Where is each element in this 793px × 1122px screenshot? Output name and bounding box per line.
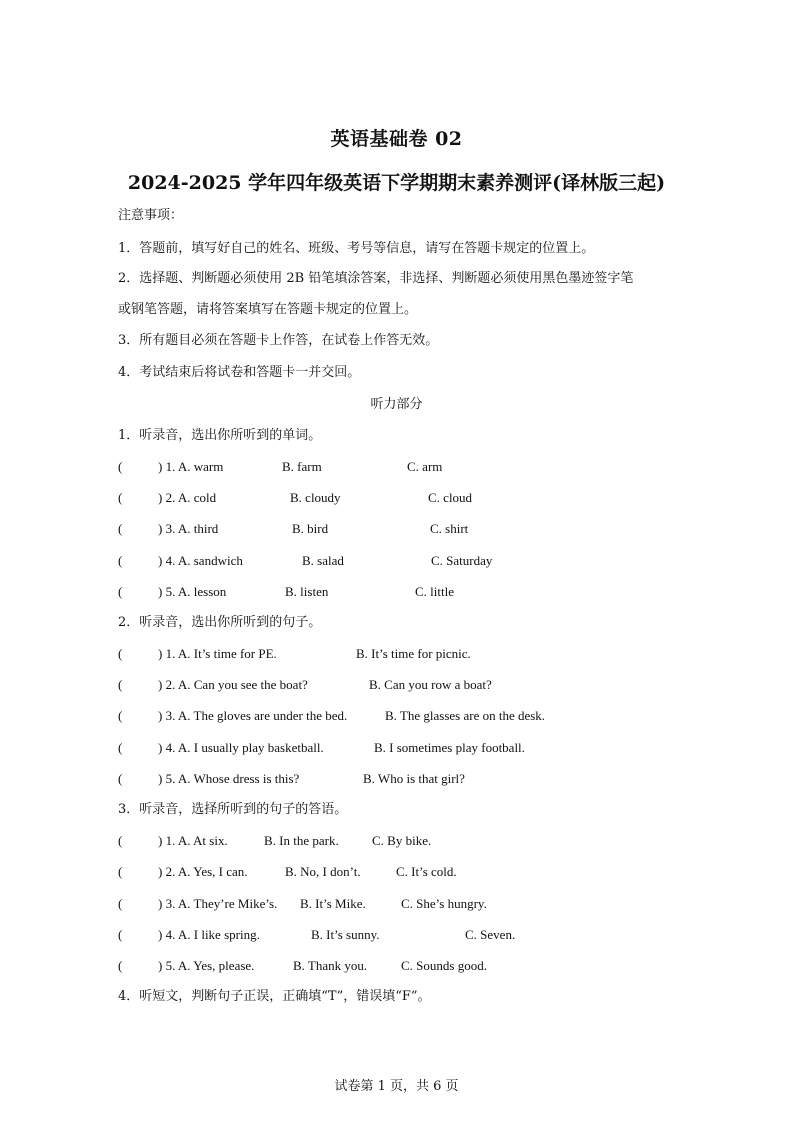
option-a: ) 4. A. I like spring. (158, 927, 260, 942)
option-c: C. arm (407, 459, 443, 474)
option-b: B. farm (282, 459, 322, 474)
answer-paren: ( (118, 521, 123, 536)
option-b: B. Can you row a boat? (369, 677, 492, 692)
answer-paren: ( (118, 896, 123, 911)
option-b: B. Thank you. (293, 958, 368, 973)
page-title: 英语基础卷 02 (330, 128, 463, 150)
answer-paren: ( (118, 864, 123, 879)
option-b: B. It’s sunny. (311, 927, 380, 942)
option-b: B. listen (285, 584, 329, 599)
part-heading: 4．听短文，判断句子正误，正确填“T”，错误填“F”。 (118, 989, 431, 1004)
page-subtitle: 2024-2025 学年四年级英语下学期期末素养测评(译林版三起) (127, 172, 666, 194)
option-a: ) 2. A. cold (158, 490, 217, 505)
page-footer: 试卷第 1 页，共 6 页 (334, 1079, 459, 1094)
option-b: B. cloudy (290, 490, 341, 505)
notice-heading: 注意事项： (118, 208, 184, 223)
option-c: C. By bike. (372, 833, 432, 848)
answer-paren: ( (118, 740, 123, 755)
option-a: ) 1. A. At six. (158, 833, 228, 848)
option-a: ) 5. A. Yes, please. (158, 958, 255, 973)
option-a: ) 2. A. Yes, I can. (158, 864, 248, 879)
option-c: C. little (415, 584, 454, 599)
option-a: ) 4. A. I usually play basketball. (158, 740, 324, 755)
option-a: ) 3. A. They’re Mike’s. (158, 896, 278, 911)
option-b: B. No, I don’t. (285, 864, 361, 879)
answer-paren: ( (118, 833, 123, 848)
option-a: ) 5. A. lesson (158, 584, 227, 599)
option-a: ) 5. A. Whose dress is this? (158, 771, 300, 786)
option-b: B. It’s time for picnic. (356, 646, 471, 661)
option-c: C. It’s cold. (396, 864, 457, 879)
section-title: 听力部分 (370, 397, 423, 412)
answer-paren: ( (118, 708, 123, 723)
option-b: B. The glasses are on the desk. (385, 708, 546, 723)
option-c: C. Saturday (431, 553, 493, 568)
answer-paren: ( (118, 584, 123, 599)
answer-paren: ( (118, 553, 123, 568)
option-c: C. shirt (430, 521, 469, 536)
notice-item: 4．考试结束后将试卷和答题卡一并交回。 (118, 365, 361, 380)
notice-item: 3．所有题目必须在答题卡上作答，在试卷上作答无效。 (118, 333, 439, 348)
option-b: B. In the park. (264, 833, 339, 848)
option-c: C. She’s hungry. (401, 896, 487, 911)
answer-paren: ( (118, 459, 123, 474)
option-b: B. salad (302, 553, 344, 568)
option-a: ) 2. A. Can you see the boat? (158, 677, 308, 692)
notice-item: 或钢笔答题，请将答案填写在答题卡规定的位置上。 (118, 302, 418, 317)
answer-paren: ( (118, 927, 123, 942)
option-a: ) 3. A. third (158, 521, 219, 536)
part-heading: 3．听录音，选择所听到的句子的答语。 (118, 802, 348, 817)
option-a: ) 1. A. warm (158, 459, 224, 474)
answer-paren: ( (118, 958, 123, 973)
part-heading: 1．听录音，选出你所听到的单词。 (118, 428, 322, 443)
option-b: B. bird (292, 521, 329, 536)
option-c: C. Seven. (465, 927, 516, 942)
option-c: C. Sounds good. (401, 958, 487, 973)
option-c: C. cloud (428, 490, 473, 505)
answer-paren: ( (118, 677, 123, 692)
option-a: ) 1. A. It’s time for PE. (158, 646, 277, 661)
answer-paren: ( (118, 490, 123, 505)
option-b: B. It’s Mike. (300, 896, 366, 911)
notice-item: 2．选择题、判断题必须使用 2B 铅笔填涂答案，非选择、判断题必须使用黑色墨迹签字笔 (118, 271, 634, 286)
answer-paren: ( (118, 646, 123, 661)
option-a: ) 4. A. sandwich (158, 553, 243, 568)
answer-paren: ( (118, 771, 123, 786)
option-b: B. Who is that girl? (363, 771, 465, 786)
part-heading: 2．听录音，选出你所听到的句子。 (118, 615, 322, 630)
option-a: ) 3. A. The gloves are under the bed. (158, 708, 348, 723)
option-b: B. I sometimes play football. (374, 740, 525, 755)
notice-item: 1．答题前，填写好自己的姓名、班级、考号等信息，请写在答题卡规定的位置上。 (118, 241, 595, 256)
